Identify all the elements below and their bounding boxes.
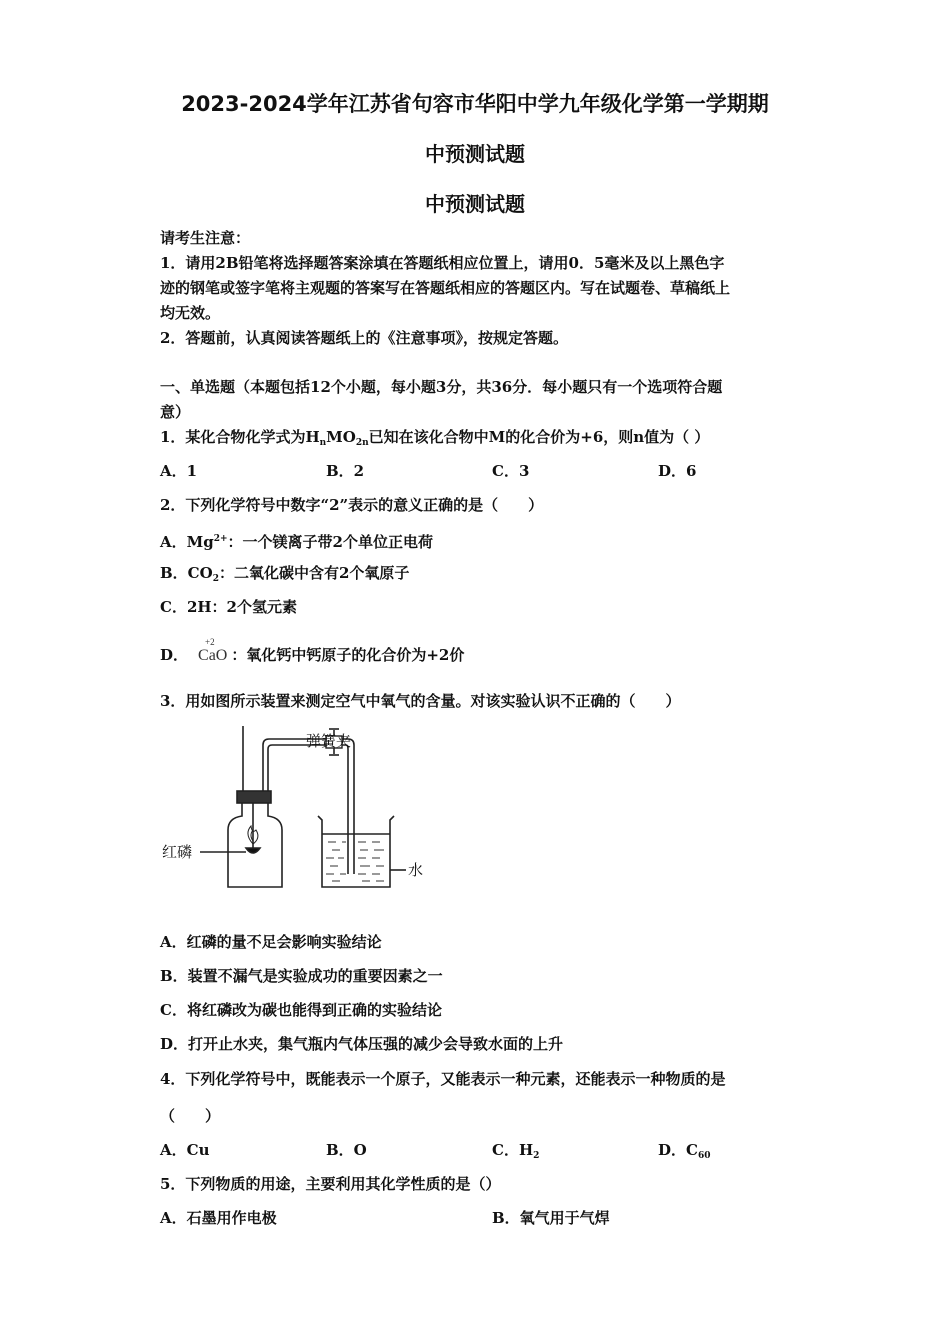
question-2-stem: 2．下列化学符号中数字“2”表示的意义正确的是（ ） xyxy=(160,496,544,514)
question-1-option-a[interactable]: A．1 xyxy=(160,462,198,480)
question-3-option-c[interactable]: C．将红磷改为碳也能得到正确的实验结论 xyxy=(160,1001,442,1019)
question-4-option-d[interactable]: D．$C_{60}$ xyxy=(658,1141,711,1161)
question-2-option-b[interactable]: B．$CO_2$：二氧化碳中含有2个氧原子 xyxy=(160,564,410,584)
section-heading-cont: 意） xyxy=(160,403,191,421)
clamp-label: 弹簧夹 xyxy=(306,732,352,750)
question-3-option-d[interactable]: D．打开止水夹，集气瓶内气体压强的减少会导致水面的上升 xyxy=(160,1035,564,1053)
notice-line: 迹的钢笔或签字笔将主观题的答案写在答题纸相应的答题区内。写在试题卷、草稿纸上 xyxy=(160,279,731,297)
question-1-stem: 1．某化合物化学式为$H_nMO_{2n}$已知在该化合物中M的化合价为+6，则n值为（ ） xyxy=(160,428,710,448)
title-line-2: 中预测试题 xyxy=(425,142,525,166)
section-heading: 一、单选题（本题包括12个小题，每小题3分，共36分．每小题只有一个选项符合题 xyxy=(160,378,723,396)
question-1-option-b[interactable]: B．2 xyxy=(326,462,365,480)
question-4-stem: 4．下列化学符号中，既能表示一个原子，又能表示一种元素，还能表示一种物质的是 xyxy=(160,1070,726,1088)
question-3-option-b[interactable]: B．装置不漏气是实验成功的重要因素之一 xyxy=(160,967,443,985)
question-1-option-d[interactable]: D．6 xyxy=(658,462,697,480)
question-4-option-a[interactable]: A．Cu xyxy=(160,1141,210,1159)
title-line-3: 中预测试题 xyxy=(425,192,525,216)
notice-line: 均无效。 xyxy=(160,304,221,322)
question-5-stem: 5．下列物质的用途，主要利用其化学性质的是（） xyxy=(160,1175,501,1193)
question-2-option-d[interactable]: D． +2 CaO ：氧化钙中钙原子的化合价为+2价 xyxy=(160,637,465,664)
question-2-option-c[interactable]: C．2H：2个氢元素 xyxy=(160,598,297,616)
oxygen-experiment-figure xyxy=(160,724,435,896)
notice-line: 1．请用2B铅笔将选择题答案涂填在答题纸相应位置上，请用0．5毫米及以上黑色字 xyxy=(160,254,725,272)
question-4-paren: （ ） xyxy=(160,1107,221,1125)
title-line-1: 2023-2024学年江苏省句容市华阳中学九年级化学第一学期期 xyxy=(181,92,769,116)
question-4-option-b[interactable]: B．O xyxy=(326,1141,367,1159)
question-1-option-c[interactable]: C．3 xyxy=(492,462,530,480)
notice-line: 2．答题前，认真阅读答题纸上的《注意事项》，按规定答题。 xyxy=(160,329,568,347)
question-5-option-a[interactable]: A．石墨用作电极 xyxy=(160,1209,277,1227)
question-2-option-a[interactable]: A．$Mg^{2+}$：一个镁离子带2个单位正电荷 xyxy=(160,533,433,551)
phosphorus-label: 红磷 xyxy=(162,843,193,861)
water-label: 水 xyxy=(408,861,424,879)
question-4-option-c[interactable]: C．$H_2$ xyxy=(492,1141,540,1161)
question-5-option-b[interactable]: B．氧气用于气焊 xyxy=(492,1209,610,1227)
question-3-stem: 3．用如图所示装置来测定空气中氧气的含量。对该实验认识不正确的（ ） xyxy=(160,692,681,710)
notice-heading: 请考生注意： xyxy=(160,229,251,247)
cao-formula: +2 CaO xyxy=(198,637,228,664)
question-3-option-a[interactable]: A．红磷的量不足会影响实验结论 xyxy=(160,933,382,951)
